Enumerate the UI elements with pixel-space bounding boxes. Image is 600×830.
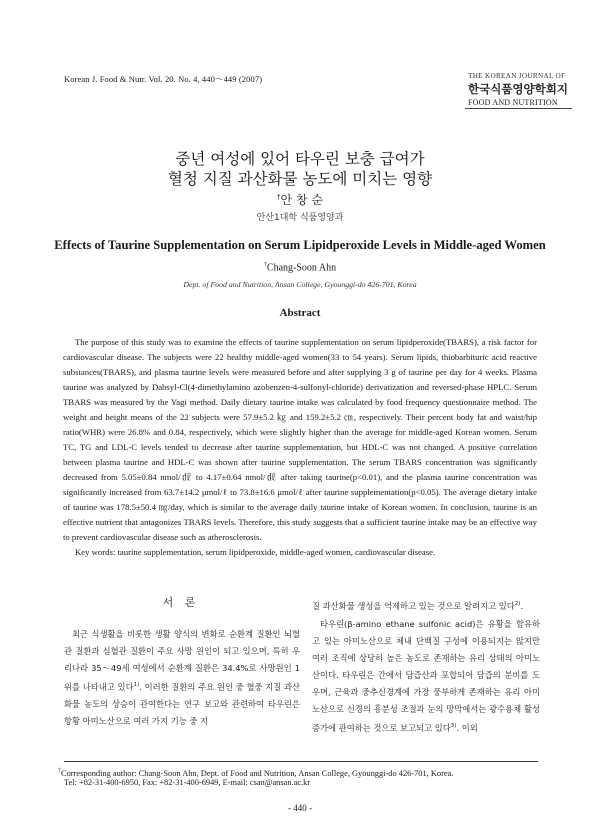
journal-citation: Korean J. Food & Nutr. Vol. 20. No. 4, 440～449 (2007) [64,74,263,84]
ref-2: 2) [514,601,521,607]
author-ko-mark: † [277,193,281,201]
affiliation-en: Dept. of Food and Nutrition, Ansan College, Gyounggi-do 426-701, Korea [183,280,417,289]
title-ko-line2: 혈청 지질 과산화물 농도에 미치는 영향 [167,170,433,188]
title-en: Effects of Taurine Supplementation on Serum Lipidperoxide Levels in Middle-aged Women [54,238,546,252]
page-number: - 440 - [288,803,312,813]
author-en-name: Chang-Soon Ahn [266,262,337,274]
section-heading-intro: 서 론 [162,596,200,609]
journal-logo [468,72,572,107]
ref-3: 3) [450,723,457,729]
author-ko [0,191,600,208]
author-ko-name: 안 창 순 [280,193,323,207]
intro-right-text: 타우린(β-amino ethane sulfonic acid)은 유황을 함유하고 있는 아미노산으로 체내 단백질 구성에 이용되지는 않지만 여러 조직에 상당히 높은 농도로 존재하는 유리 상태의 아미노산이다. 타우린은 간에서 담즙산과 포합되어 담즙의 분비를 도우며, 근육과 중추신경계에 가장 풍부하게 존재하는 유리 아미노산으로 신경의 흥분성 조절과 눈의 망막에서는 광수용체 활성 증가에 관여하는 것으로 보고되고 있다 [312,619,540,733]
abstract-body: The purpose of this study was to examine the effects of taurine supplementation on serum lipidperoxide(TBARS), a risk factor for cardiovascular disease. The subjects were 22 healthy middle-aged women(33 to 54 years). Serum lipids, thiobarbituric acid reactive substances(TBARS), and plasma taurine levels were measured before and after supplying 3 g of taurine per day for 4 weeks. Plasma taurine was analyzed by Dabsyl-Cl(4-dimethylamino azobenzen-4-sulfonyl-chloride) derivatization and reversed-phase HPLC. Serum TBARS was measured by the Yagi method. Daily dietary taurine intake was calculated by food frequency questionnaire method. The weight and height means of the 22 subjects were 57.9±5.2 ㎏ and 159.2±5.2 ㎝, respectively. Their percent body fat and waist/hip ratio(WHR) were 26.8% and 0.84, respectively, which were slightly higher than the average for middle-aged Korean women. Serum TC, TG and LDL-C levels tended to decrease after taurine supplementation, but HDL-C was not changed. A positive correlation between plasma taurine and HDL-C was shown after taurine supplementation. The serum TBARS concentration was significantly decreased from 5.05±0.84 nmol/㎗ to 4.17±0.64 nmol/㎗ after taking taurine(p<0.01), and the plasma taurine concentration was significantly increased from 63.7±14.2 μmol/ℓ to 73.8±16.6 μmol/ℓ after taurine supplementation(p<0.05). The average dietary intake of taurine was 178.5±50.4 ㎎/day, which is similar to the average daily taurine intake of Korean women. In conclusion, taurine is an effective nutrient that antagonizes TBARS levels. Therefore, this study suggests that a sufficient taurine intake may be an effective way to prevent cardiovascular disease such as atherosclerosis. [63,337,537,542]
journal-rule [465,108,572,109]
intro-right-cont-tail: . [520,600,524,611]
intro-right-cont-text: 질 과산화물 생성을 억제하고 있는 것으로 알려지고 있다 [312,600,515,611]
title-ko-line1: 중년 여성에 있어 타우린 보충 급여가 [175,150,425,168]
intro-left-text: 최근 식생활을 비롯한 생활 양식의 변화로 순환계 질환인 뇌혈관 질환과 심혈관 질환이 주요 사망 원인이 되고 있으며, 특히 우리나라 35～49세 여성에서 순환계 질환은 34.4%로 사망원인 1위를 나타내고 있다 [64,629,300,692]
intro-left-tail: . 이러한 질환의 주요 원인 중 혈중 지질 과산화물 농도의 상승이 관여한다는 연구 보고와 관련하여 타우린은 항황 아미노산으로 여러 가지 기능 중 지 [64,681,300,726]
footnote-line1-text: Corresponding author: Chang-Soon Ahn, Dept. of Food and Nutrition, Ansan College, Gyounggi-do 426-701, Korea. [61,768,454,778]
intro-right-tail: . 이외 [456,722,478,733]
footnote-mark: † [58,768,61,774]
footnote-rule [64,761,538,762]
ref-1: 1) [133,682,140,688]
footnote-line2: Tel: +82-31-400-6950, Fax: +82-31-400-6949, E-mail: csan@ansan.ac.kr [64,778,311,787]
journal-name-ko: 한국식품영양학회지 [468,82,568,96]
abstract-heading: Abstract [279,307,321,319]
keywords: Key words: taurine supplementation, serum lipidperoxide, middle-aged women, cardiovascular disease. [75,547,436,557]
author-en-mark: † [263,262,267,268]
author-en [0,262,600,273]
intro-left-paragraph [64,626,300,730]
journal-name-en: THE KOREAN JOURNAL OF [468,72,566,80]
affiliation-ko: 안산1대학 식품영양과 [256,213,344,223]
journal-name-en-2: FOOD AND NUTRITION [468,98,558,107]
intro-right-continuation [312,596,540,615]
intro-right-paragraph [312,616,540,737]
